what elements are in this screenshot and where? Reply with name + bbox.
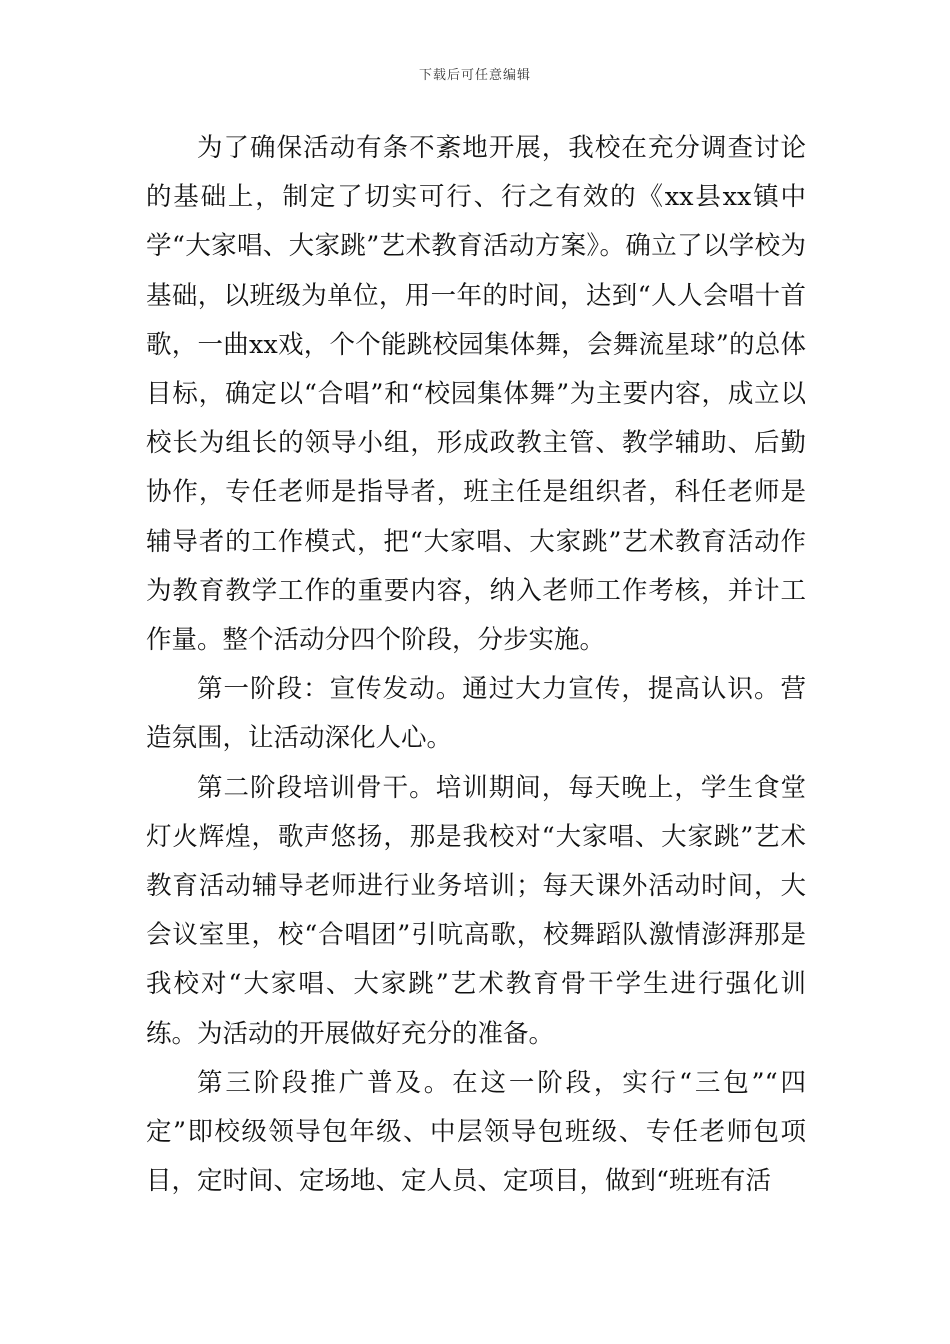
document-body (146, 124, 806, 1206)
paragraph-stage-three: 第三阶段推广普及。在这一阶段，实行“三包”“四定”即校级领导包年级、中层领导包班级、专任老师包项目，定时间、定场地、定人员、定项目，做到“班班有活 (146, 1067, 806, 1197)
paragraph-stage-one: 第一阶段：宣传发动。通过大力宣传，提高认识。营造氛围，让活动深化人心。 (146, 674, 806, 754)
paragraph-stage-two: 第二阶段培训骨干。培训期间，每天晚上，学生食堂灯火辉煌，歌声悠扬，那是我校对“大家唱、大家跳”艺术教育活动辅导老师进行业务培训；每天课外活动时间，大会议室里，校“合唱团”引吭高歌，校舞蹈队激情澎湃那是我校对“大家唱、大家跳”艺术教育骨干学生进行强化训练。为活动的开展做好充分的准备。 (146, 772, 806, 1049)
paragraph-activity-plan: 为了确保活动有条不紊地开展，我校在充分调查讨论的基础上，制定了切实可行、行之有效的《xx县xx镇中学“大家唱、大家跳”艺术教育活动方案》。确立了以学校为基础，以班级为单位，用一年的时间，达到“人人会唱十首歌，一曲xx戏，个个能跳校园集体舞，会舞流星球”的总体目标，确定以“合唱”和“校园集体舞”为主要内容，成立以校长为组长的领导小组，形成政教主管、教学辅助、后勤协作，专任老师是指导者，班主任是组织者，科任老师是辅导者的工作模式，把“大家唱、大家跳”艺术教育活动作为教育教学工作的重要内容，纳入老师工作考核，并计工作量。整个活动分四个阶段，分步实施。 (146, 133, 806, 656)
page-header-note: 下载后可任意编辑 (418, 68, 531, 83)
